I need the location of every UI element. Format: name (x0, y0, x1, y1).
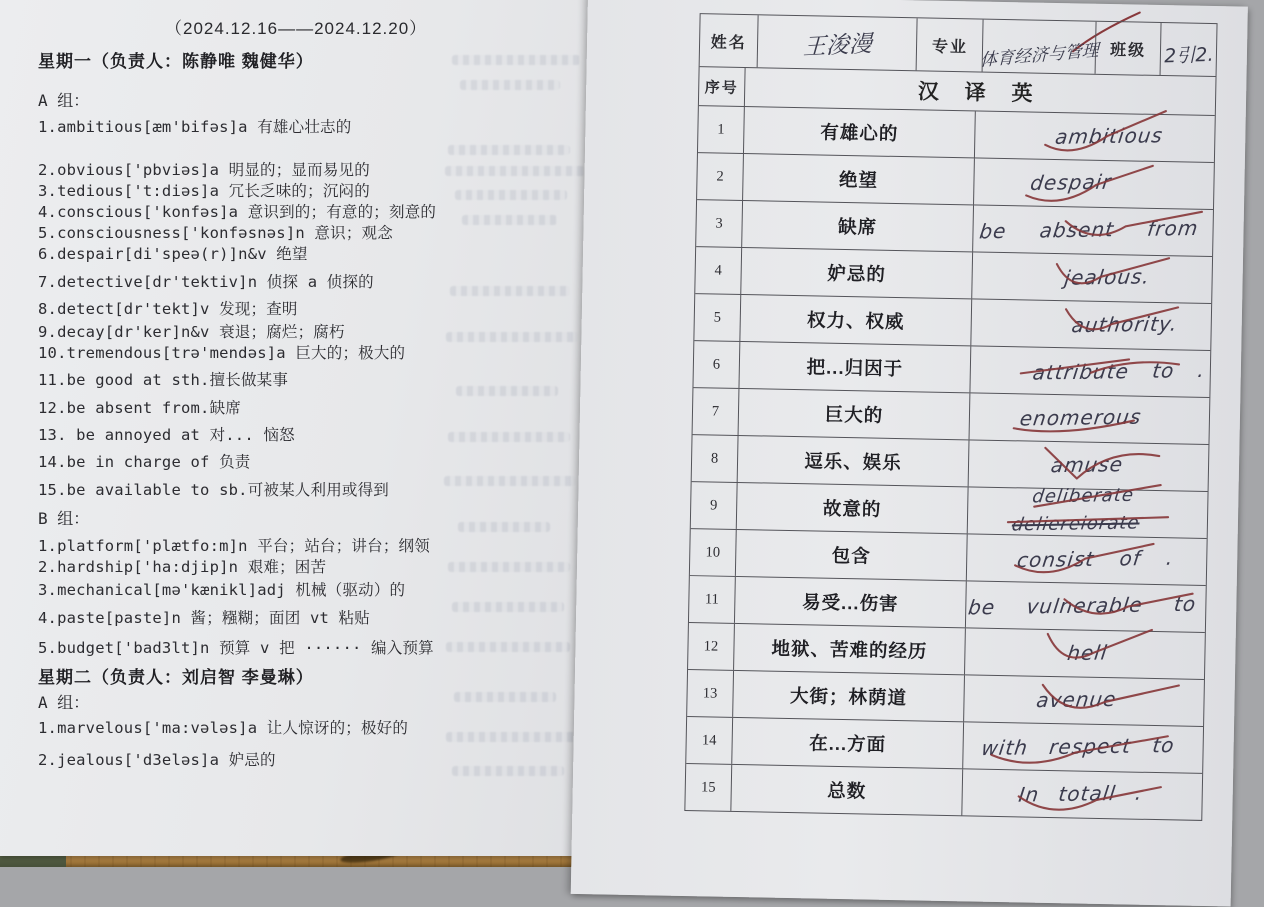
vocab-item: 8.detect[dr'tekt]v 发现；查明 (38, 300, 298, 318)
bleedthrough-text (452, 55, 580, 65)
chinese-term: 包含 (736, 530, 968, 580)
vocab-item: 13. be annoyed at 对... 恼怒 (38, 426, 295, 444)
row-number: 13 (687, 670, 734, 717)
row-number: 3 (696, 200, 743, 247)
week1-heading: 星期一（负责人：陈静唯 魏健华） (38, 52, 314, 71)
handwritten-answer: despair (1028, 169, 1114, 195)
class-handwriting: 2引2. (1163, 43, 1214, 67)
chinese-term: 缺席 (742, 201, 974, 251)
bleedthrough-text (460, 80, 560, 90)
date-range: （2024.12.16——2024.12.20） (165, 19, 428, 38)
vocab-item: 7.detective[dr'tektiv]n 侦探 a 侦探的 (38, 273, 374, 291)
handwritten-answer: In totall . (1017, 780, 1145, 807)
bleedthrough-text (446, 732, 576, 742)
vocab-item: 1.ambitious[æm'bifəs]a 有雄心壮志的 (38, 118, 352, 136)
chinese-term: 妒忌的 (741, 248, 973, 298)
answer-cell (964, 675, 1204, 726)
major-label-cell (917, 18, 984, 71)
vocab-item: 12.be absent from.缺席 (38, 399, 241, 417)
name-label: 姓名 (710, 33, 747, 52)
quiz-sheet-page (571, 0, 1248, 907)
vocab-item: 4.paste[paste]n 酱；糨糊；面团 vt 粘贴 (38, 609, 370, 627)
row-number: 9 (691, 482, 738, 529)
bleedthrough-text (462, 215, 557, 225)
vocab-item: 15.be available to sb.可被某人利用或得到 (38, 481, 389, 499)
answer-cell (975, 111, 1215, 162)
index-label: 序号 (704, 79, 739, 97)
translation-quiz-table (684, 13, 1217, 821)
vocab-item: 1.marvelous['ma:vələs]a 让人惊讶的；极好的 (38, 719, 409, 737)
bleedthrough-text (456, 386, 558, 396)
vocab-item: 1.platform['plætfo:m]n 平台；站台；讲台；纲领 (38, 537, 430, 555)
row-number: 15 (685, 764, 732, 811)
chinese-term: 故意的 (737, 483, 969, 533)
bleedthrough-text (448, 145, 570, 155)
vocab-item: 2.jealous['d3eləs]a 妒忌的 (38, 751, 276, 769)
name-value-cell (758, 15, 918, 70)
name-handwriting: 王浚漫 (802, 30, 873, 61)
row-number: 6 (693, 341, 740, 388)
row-number: 11 (689, 576, 736, 623)
answer-cell (970, 346, 1210, 397)
vocab-item: 2.hardship['ha:djip]n 艰难；困苦 (38, 558, 327, 576)
vocab-item: 11.be good at sth.擅长做某事 (38, 371, 289, 389)
chinese-term: 有雄心的 (744, 107, 976, 157)
handwritten-answer: be vulnerable to (966, 591, 1198, 620)
answer-cell (962, 769, 1202, 820)
group-a2-label: A 组： (38, 693, 90, 712)
student-info-row (700, 14, 1217, 77)
class-label: 班级 (1109, 41, 1147, 60)
vocab-item: 6.despair[di'speə(r)]n&v 绝望 (38, 245, 308, 263)
major-value-cell (979, 20, 1099, 74)
section-title: 汉 译 英 (917, 80, 1043, 106)
major-label: 专业 (931, 38, 969, 56)
answer-cell (971, 299, 1211, 350)
bleedthrough-text (452, 602, 564, 612)
handwritten-answer: authority. (1070, 311, 1180, 338)
index-label-cell (699, 67, 746, 106)
bleedthrough-text (444, 476, 576, 486)
bleedthrough-text (452, 766, 564, 776)
handwritten-answer: hell (1065, 640, 1110, 666)
bleedthrough-text (448, 562, 570, 572)
handwritten-answer: attribute to . (1031, 357, 1207, 385)
chinese-term: 地狱、苦难的经历 (734, 624, 966, 674)
handwritten-answer: deliberate (1031, 484, 1136, 508)
vocab-sheet-page (0, 0, 600, 856)
row-number: 14 (686, 717, 733, 764)
answer-cell (972, 252, 1212, 303)
vocab-item: 14.be in charge of 负责 (38, 453, 251, 471)
bleedthrough-text (450, 286, 570, 296)
major-handwriting: 体育经济与管理 (979, 40, 1099, 71)
row-number: 1 (698, 106, 745, 153)
handwritten-answer: with respect to (980, 733, 1177, 761)
answer-cell (963, 722, 1203, 773)
handwritten-answer: consist of . (1015, 545, 1176, 573)
row-number: 4 (695, 247, 742, 294)
vocab-item: 4.conscious['konfəs]a 意识到的；有意的；刻意的 (38, 203, 437, 221)
handwritten-answer: ambitious (1053, 123, 1165, 149)
chinese-term: 巨大的 (739, 389, 971, 439)
row-number: 2 (697, 153, 744, 200)
vocab-item: 3.tedious['t:diəs]a 冗长乏味的；沉闷的 (38, 182, 370, 200)
bleedthrough-text (448, 432, 570, 442)
chinese-term: 在...方面 (732, 718, 964, 768)
group-b-label: B 组： (38, 509, 90, 528)
answer-cell (969, 440, 1209, 491)
bleedthrough-text (454, 692, 556, 702)
handwritten-answer: be absent from (978, 215, 1200, 244)
vocab-item: 5.consciousness['konfəsnəs]n 意识；观念 (38, 224, 393, 242)
class-value-cell (1160, 23, 1216, 76)
chinese-term: 总数 (731, 765, 963, 815)
chinese-term: 绝望 (743, 154, 975, 204)
bleedthrough-text (458, 522, 550, 532)
row-number: 7 (693, 388, 740, 435)
name-label-cell (700, 14, 759, 67)
quiz-row (685, 764, 1202, 820)
vocab-item: 3.mechanical[mə'kænikl]adj 机械（驱动）的 (38, 581, 406, 599)
answer-cell (968, 484, 1208, 538)
handwritten-answer: amuse (1049, 452, 1125, 478)
chinese-term: 权力、权威 (740, 295, 972, 345)
handwritten-answer: avenue (1035, 686, 1119, 713)
handwritten-answer: jealous. (1063, 264, 1152, 290)
row-number: 8 (692, 435, 739, 482)
class-label-cell (1096, 22, 1161, 75)
group-a-label: A 组： (38, 91, 90, 110)
row-number: 12 (688, 623, 735, 670)
chinese-term: 易受...伤害 (735, 577, 967, 627)
handwritten-answer: enomerous (1018, 404, 1144, 431)
answer-cell (967, 534, 1207, 585)
answer-cell (973, 205, 1213, 256)
row-number: 10 (690, 529, 737, 576)
vocab-item: 2.obvious['pbviəs]a 明显的；显而易见的 (38, 161, 370, 179)
chinese-term: 逗乐、娱乐 (738, 436, 970, 486)
chinese-term: 大街；林荫道 (733, 671, 965, 721)
bleedthrough-text (446, 332, 578, 342)
row-number: 5 (694, 294, 741, 341)
vocab-item: 10.tremendous[trə'mendəs]a 巨大的；极大的 (38, 344, 406, 362)
chinese-term: 把...归因于 (739, 342, 971, 392)
bleedthrough-text (455, 190, 567, 200)
crossed-out-answer: deliereiorate (1010, 512, 1141, 536)
answer-cell (965, 628, 1205, 679)
bleedthrough-text (446, 642, 570, 652)
vocab-item: 5.budget['bad3lt]n 预算 v 把 ······ 编入预算 (38, 639, 434, 657)
answer-cell (970, 393, 1210, 444)
bleedthrough-text (445, 166, 585, 176)
answer-cell (974, 158, 1214, 209)
vocab-item: 9.decay[dr'ker]n&v 衰退；腐烂；腐朽 (38, 323, 345, 341)
answer-cell (966, 581, 1206, 632)
week2-heading: 星期二（负责人：刘启智 李曼琳） (38, 668, 314, 687)
